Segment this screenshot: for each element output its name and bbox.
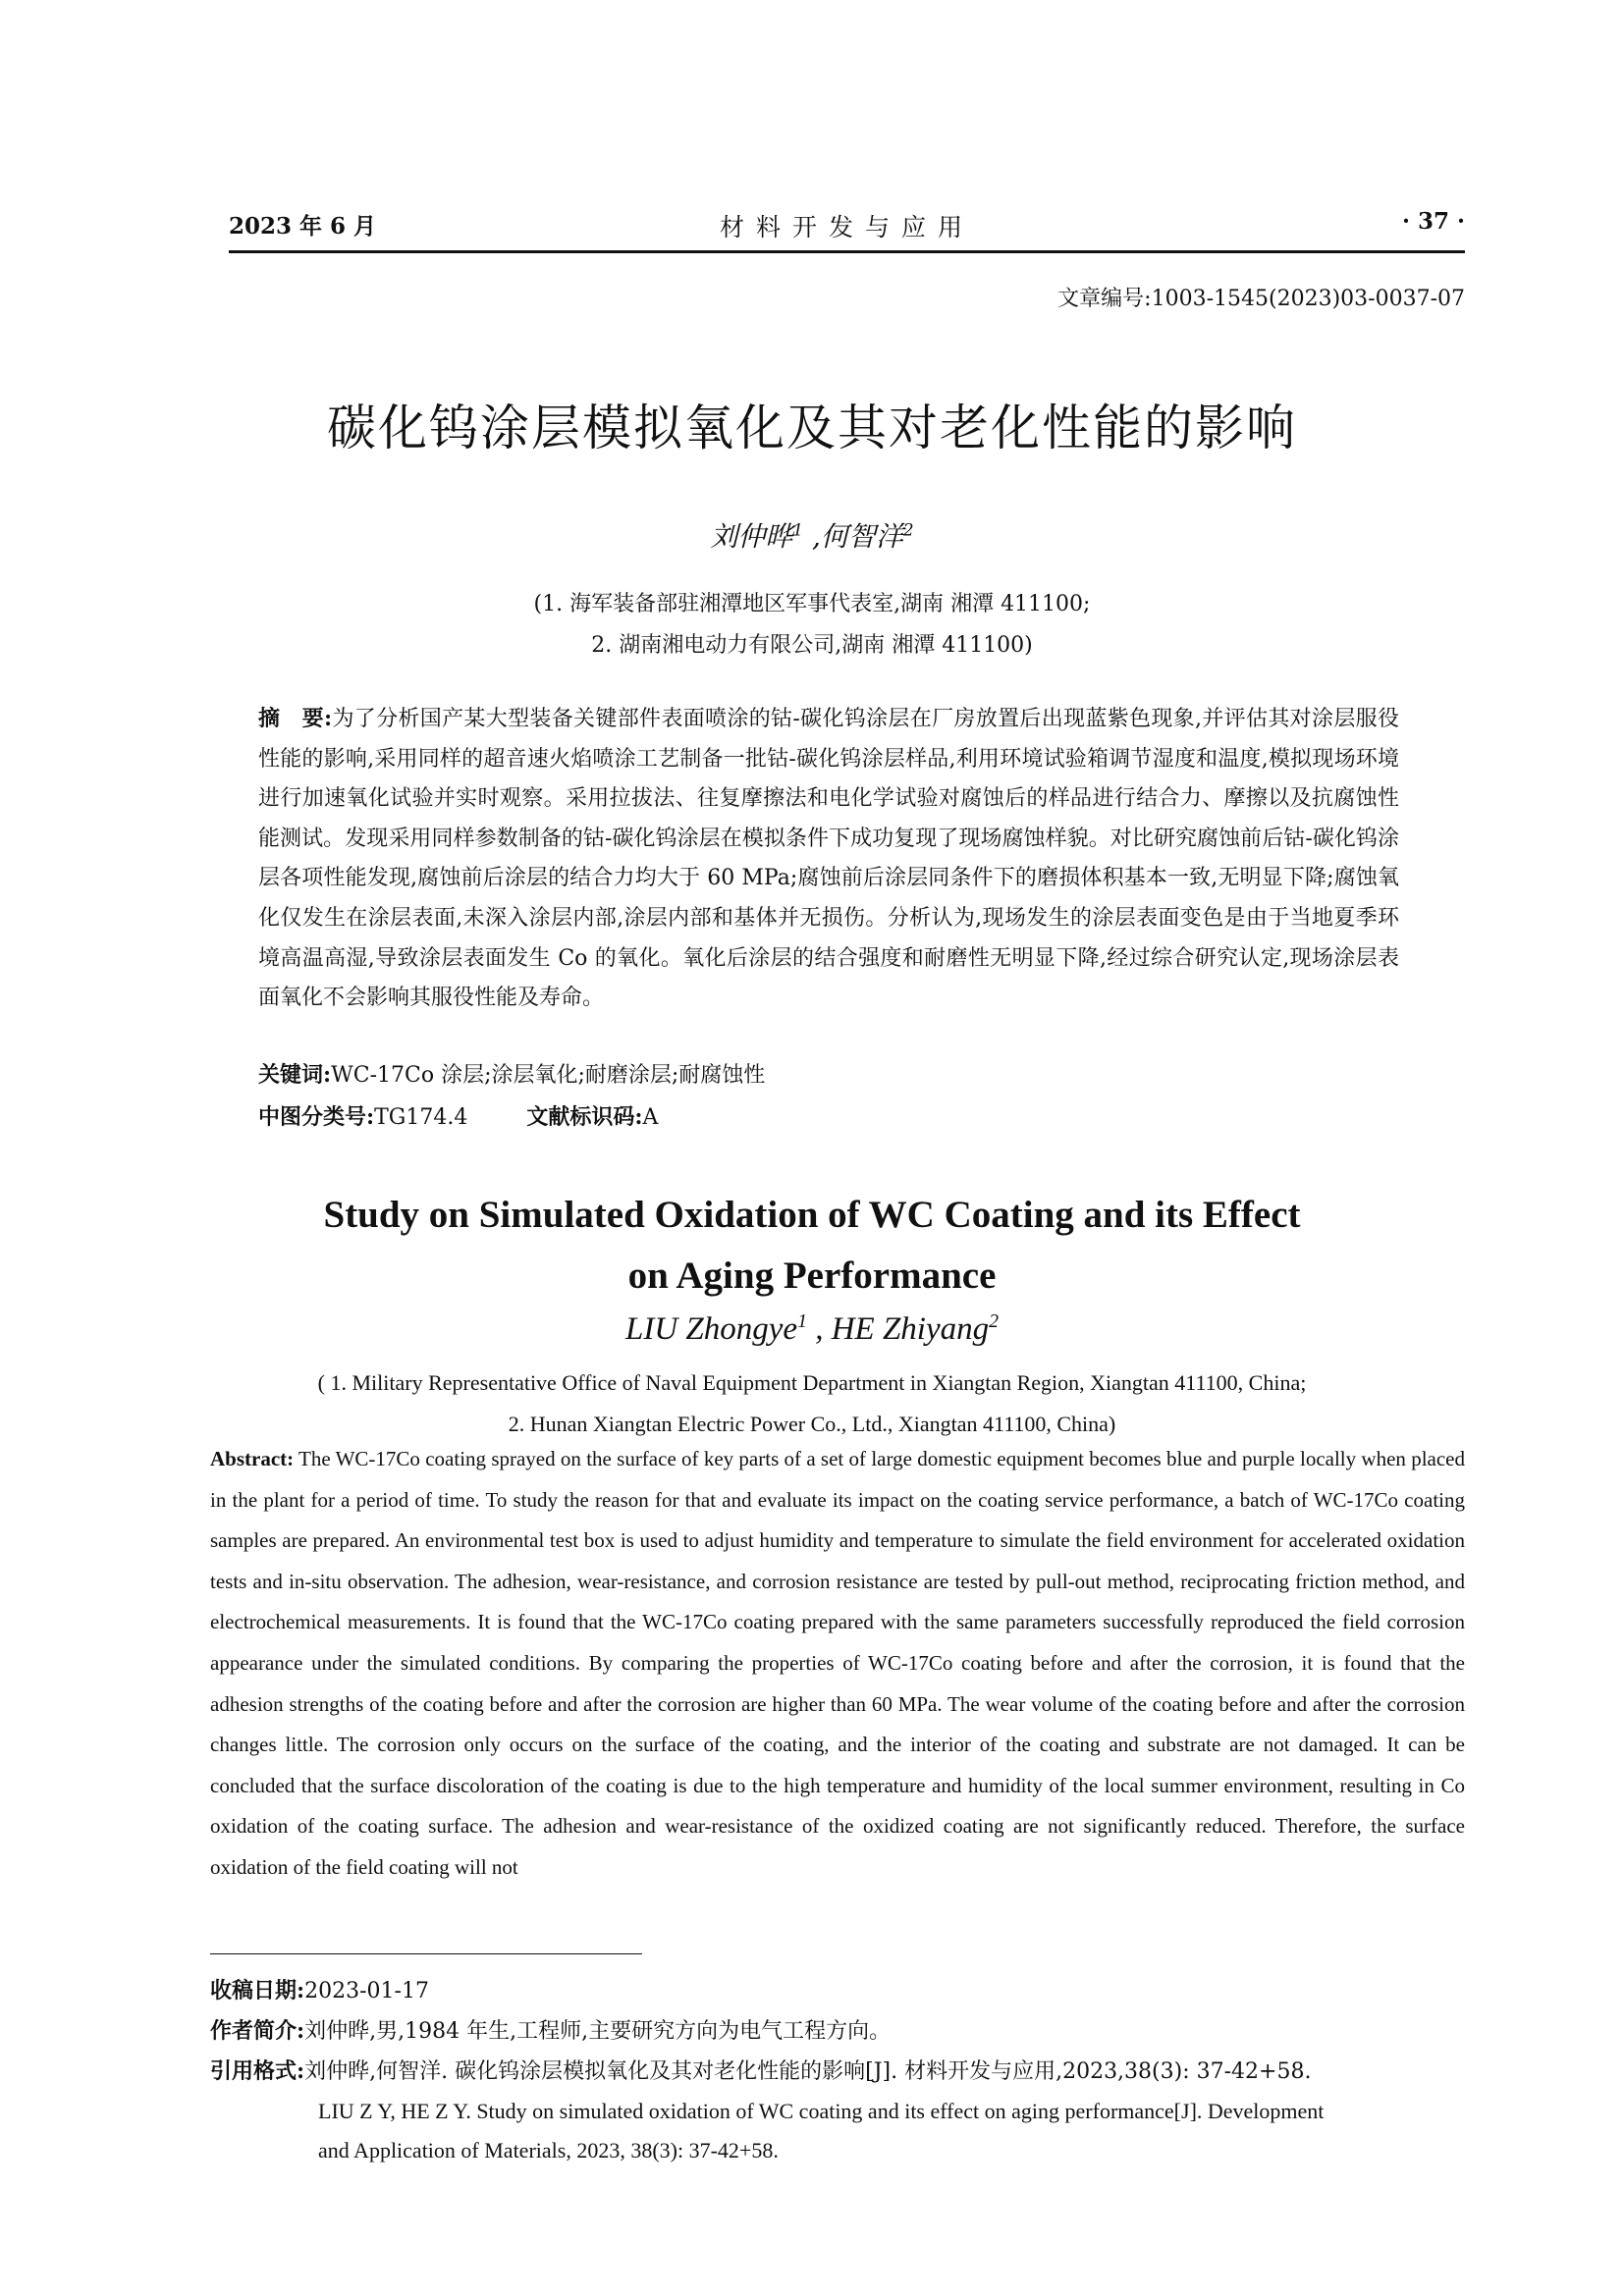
- abstract-label: 摘 要:: [258, 706, 333, 731]
- footnotes: [210, 1971, 1465, 2170]
- abstract-en-text: The WC-17Co coating sprayed on the surface of key parts of a set of large domestic equipment becomes blue and purple locally when placed in the plant for a period of time. To study the reason for that and evaluate its impact on the coating service performance, a batch of WC-17Co coating samples are prepared. An environmental test box is used to adjust humidity and temperature to simulate the field environment for accelerated oxidation tests and in-situ observation. The adhesion, wear-resistance, and corrosion resistance are tested by pull-out method, reciprocating friction method, and electrochemical measurements. It is found that the WC-17Co coating prepared with the same parameters successfully reproduced the field corrosion appearance under the simulated conditions. By comparing the properties of WC-17Co coating before and after the corrosion, it is found that the adhesion strengths of the coating before and after the corrosion are higher than 60 MPa. The wear volume of the coating before and after the corrosion changes little. The corrosion only occurs on the surface of the coating, and the interior of the coating and substrate are not damaged. It can be concluded that the surface discoloration of the coating is due to the high temperature and humidity of the local summer environment, resulting in Co oxidation of the coating surface. The adhesion and wear-resistance of the oxidized coating are not significantly reduced. Therefore, the surface oxidation of the field coating will not: [210, 1447, 1465, 1879]
- author-separator: ,: [803, 520, 821, 553]
- authors-chinese: [0, 515, 1624, 555]
- received-date: [210, 1971, 1465, 2011]
- doc-code-value: A: [642, 1105, 659, 1130]
- author-2: 何智洋: [820, 520, 903, 553]
- citation-english-2: and Application of Materials, 2023, 38(3): 37-42+58.: [318, 2138, 779, 2163]
- citation-format: [210, 2052, 1465, 2092]
- running-header: [229, 208, 1465, 247]
- citation-chinese: 刘仲晔,何智洋. 碳化钨涂层模拟氧化及其对老化性能的影响[J]. 材料开发与应用,2023,38(3): 37-42+58.: [304, 2059, 1312, 2084]
- author-separator-en: ,: [806, 1311, 832, 1347]
- title-english-line-1: Study on Simulated Oxidation of WC Coating and its Effect: [323, 1194, 1301, 1236]
- affiliation-en-1: ( 1. Military Representative Office of Naval Equipment Department in Xiangtan Region, Xiangtan 411100, China;: [317, 1370, 1307, 1395]
- author-bio: [210, 2011, 1465, 2052]
- affiliation-en-2: 2. Hunan Xiangtan Electric Power Co., Ltd., Xiangtan 411100, China): [508, 1412, 1116, 1436]
- author-bio-value: 刘仲晔,男,1984 年生,工程师,主要研究方向为电气工程方向。: [304, 2019, 892, 2044]
- author-1-en: LIU Zhongye: [624, 1311, 798, 1347]
- affiliation-1: (1. 海军装备部驻湘潭地区军事代表室,湖南 湘潭 411100;: [533, 592, 1091, 616]
- clc-value: TG174.4: [374, 1105, 468, 1130]
- author-2-en-affil: 2: [989, 1310, 1000, 1332]
- affiliations-chinese: [0, 584, 1624, 667]
- received-value: 2023-01-17: [304, 1979, 429, 2003]
- received-label: 收稿日期:: [210, 1978, 305, 2003]
- header-journal: 材料开发与应用: [719, 213, 974, 241]
- clc-label: 中图分类号:: [258, 1104, 375, 1130]
- authors-english: [0, 1311, 1624, 1348]
- keywords-label: 关键词:: [258, 1062, 332, 1088]
- abstract-text: 为了分析国产某大型装备关键部件表面喷涂的钴-碳化钨涂层在厂房放置后出现蓝紫色现象,并评估其对涂层服役性能的影响,采用同样的超音速火焰喷涂工艺制备一批钴-碳化钨涂层样品,利用环境试验箱调节湿度和温度,模拟现场环境进行加速氧化试验并实时观察。采用拉拔法、往复摩擦法和电化学试验对腐蚀后的样品进行结合力、摩擦以及抗腐蚀性能测试。发现采用同样参数制备的钴-碳化钨涂层在模拟条件下成功复现了现场腐蚀样貌。对比研究腐蚀前后钴-碳化钨涂层各项性能发现,腐蚀前后涂层的结合力均大于 60 MPa;腐蚀前后涂层同条件下的磨损体积基本一致,无明显下降;腐蚀氧化仅发生在涂层表面,未深入涂层内部,涂层内部和基体并无损伤。分析认为,现场发生的涂层表面变色是由于当地夏季环境高温高湿,导致涂层表面发生 Co 的氧化。氧化后涂层的结合强度和耐磨性无明显下降,经过综合研究认定,现场涂层表面氧化不会影响其服役性能及寿命。: [258, 707, 1399, 1011]
- author-2-en: HE Zhiyang: [831, 1311, 990, 1347]
- affiliation-2: 2. 湖南湘电动力有限公司,湖南 湘潭 411100): [591, 633, 1033, 658]
- author-1-en-affil: 1: [797, 1310, 807, 1332]
- footnote-rule: [210, 1953, 642, 1954]
- doc-code-label: 文献标识码:: [526, 1104, 643, 1130]
- title-english-line-2: on Aging Performance: [627, 1255, 997, 1297]
- author-1-affil: 1: [792, 519, 804, 540]
- keywords-text: WC-17Co 涂层;涂层氧化;耐磨涂层;耐腐蚀性: [331, 1063, 766, 1088]
- header-rule: [229, 250, 1465, 253]
- abstract-en-label: Abstract:: [210, 1447, 295, 1470]
- header-date: 2023 年 6 月: [229, 213, 377, 240]
- author-1: 刘仲晔: [710, 520, 793, 553]
- keywords-chinese: [258, 1058, 765, 1089]
- classification-line: [258, 1100, 658, 1131]
- citation-label: 引用格式:: [210, 2058, 305, 2084]
- author-bio-label: 作者简介:: [210, 2018, 305, 2044]
- header-page-number: · 37 ·: [1401, 208, 1465, 235]
- title-english: [0, 1185, 1624, 1307]
- title-chinese: 碳化钨涂层模拟氧化及其对老化性能的影响: [327, 400, 1297, 456]
- abstract-english: [210, 1439, 1465, 1889]
- affiliations-english: [0, 1362, 1624, 1445]
- author-2-affil: 2: [902, 519, 914, 540]
- citation-english-1: LIU Z Y, HE Z Y. Study on simulated oxidation of WC coating and its effect on aging performance[J]. Development: [318, 2099, 1325, 2123]
- article-number: 文章编号:1003-1545(2023)03-0037-07: [1057, 287, 1465, 311]
- abstract-chinese: [258, 699, 1399, 1019]
